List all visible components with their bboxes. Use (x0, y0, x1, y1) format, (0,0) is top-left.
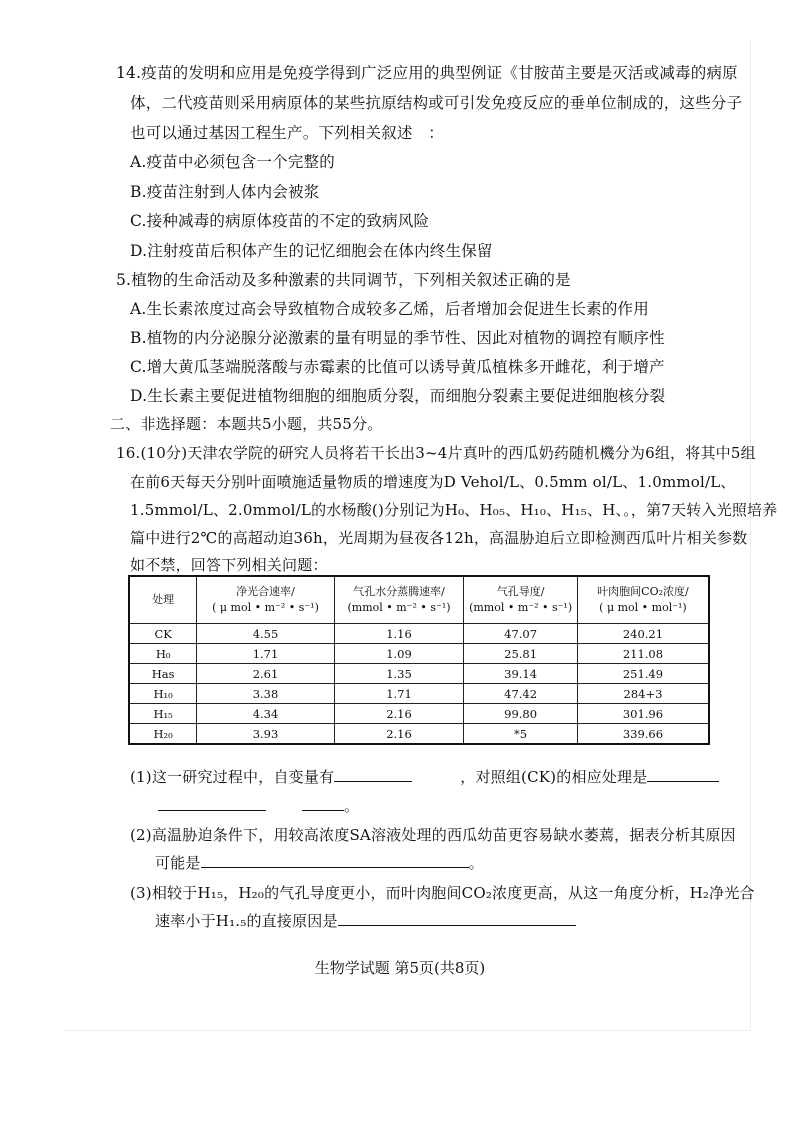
table-row (129, 624, 709, 644)
table-header-row (129, 576, 709, 624)
q14-line-1: 14.疫苗的发明和应用是免疫学得到广泛应用的典型例证《甘胺苗主要是灭活或减毒的病原 (116, 64, 738, 82)
table-cell: 1.16 (334, 624, 464, 644)
table-cell: 4.34 (197, 704, 334, 724)
table-cell: *5 (464, 724, 578, 745)
table-cell: H₁₀ (129, 684, 197, 704)
table-cell: 301.96 (577, 704, 709, 724)
table-cell: 2.16 (334, 704, 464, 724)
q14-line-2: 体，二代疫苗则采用病原体的某些抗原结构或可引发免疫反应的垂单位制成的，这些分子 (130, 94, 743, 112)
table-cell: 47.07 (464, 624, 578, 644)
q15-option-d: D.生长素主要促进植物细胞的细胞质分裂，而细胞分裂素主要促进细胞核分裂 (130, 387, 666, 405)
answer-blank[interactable] (647, 767, 719, 782)
q15-option-a: A.生长素浓度过高会导致植物合成较多乙烯，后者增加会促进生长素的作用 (130, 300, 649, 318)
q15-stem: 5.植物的生命活动及多种激素的共同调节，下列相关叙述正确的是 (116, 271, 571, 289)
sub1-end: 。 (344, 797, 360, 815)
table-cell: 339.66 (577, 724, 709, 745)
sub1-text-b: ，对照组(CK)的相应处理是 (460, 768, 648, 786)
q14-option-b: B.疫苗注射到人体内会被浆 (130, 183, 320, 201)
sub2-line-2 (155, 853, 484, 873)
q16-line-5: 如不禁，回答下列相关问题： (130, 556, 328, 574)
table-cell: 240.21 (577, 624, 709, 644)
header-intercellular-co2: 叶肉胞间CO₂浓度/ ( μ mol • mol⁻¹) (577, 576, 709, 624)
section-heading: 二、非选择题：本题共5小题，共55分。 (110, 415, 383, 433)
answer-blank[interactable] (302, 796, 344, 811)
table-cell: 1.71 (197, 644, 334, 664)
sub3-text: 速率小于H₁.₅的直接原因是 (155, 912, 338, 930)
table-cell: 251.49 (577, 664, 709, 684)
q14-option-a: A.疫苗中必须包含一个完整的 (130, 153, 335, 171)
table-cell: 1.09 (334, 644, 464, 664)
table-row (129, 684, 709, 704)
table-cell: Has (129, 664, 197, 684)
table-cell: 1.35 (334, 664, 464, 684)
header-stomatal-conductance: 气孔导度/ (mmol • m⁻² • s⁻¹) (464, 576, 578, 624)
answer-blank[interactable] (201, 853, 469, 868)
q15-option-c: C.增大黄瓜茎端脱落酸与赤霉素的比值可以诱导黄瓜植株多开雌花，利于增产 (130, 358, 665, 376)
table-cell: 39.14 (464, 664, 578, 684)
table-cell: 2.61 (197, 664, 334, 684)
table-cell: 3.93 (197, 724, 334, 745)
table-cell: 211.08 (577, 644, 709, 664)
q14-option-d: D.注射疫苗后积体产生的记忆细胞会在体内终生保留 (130, 242, 493, 260)
table-row (129, 664, 709, 684)
q16-line-4: 篇中进行2℃的高超动迫36h，光周期为昼夜各12h，高温胁迫后立即检测西瓜叶片相关参数 (130, 529, 748, 547)
answer-blank[interactable] (334, 767, 412, 782)
table-cell: 2.16 (334, 724, 464, 745)
q16-line-3: 1.5mmol/L、2.0mmol/L的水杨酸()分别记为H₀、H₀₅、H₁₀、H₁₅、H、。，第7天转入光照培养 (130, 501, 778, 519)
header-net-photosynthesis: 净光合速率/ ( μ mol • m⁻² • s⁻¹) (197, 576, 334, 624)
table-cell: 1.71 (334, 684, 464, 704)
sub1-line-2 (130, 796, 359, 816)
q16-line-1: 16.(10分)天津农学院的研究人员将若干长出3~4片真叶的西瓜奶药随机機分为6组，将其中5组 (116, 444, 756, 462)
results-table (128, 575, 710, 745)
table-row (129, 704, 709, 724)
answer-blank[interactable] (158, 796, 266, 811)
answer-blank[interactable] (338, 911, 576, 926)
table-cell: H₁₅ (129, 704, 197, 724)
sub1-line-1 (130, 767, 719, 787)
q14-line-3: 也可以通过基因工程生产。下列相关叙述 ： (130, 124, 445, 142)
sub2-end: 。 (468, 854, 484, 872)
table-cell: 3.38 (197, 684, 334, 704)
table-cell: 25.81 (464, 644, 578, 664)
sub2-text: 可能是 (155, 854, 201, 872)
header-treatment: 处理 (129, 576, 197, 624)
table-cell: 47.42 (464, 684, 578, 704)
sub3-line-2 (155, 911, 576, 931)
header-transpiration: 气孔水分蒸腾速率/ (mmol • m⁻² • s⁻¹) (334, 576, 464, 624)
table-row (129, 724, 709, 745)
table-cell: H₂₀ (129, 724, 197, 745)
q15-option-b: B.植物的内分泌腺分泌激素的量有明显的季节性、因此对植物的调控有顺序性 (130, 329, 665, 347)
table-row (129, 644, 709, 664)
table-cell: 4.55 (197, 624, 334, 644)
sub3-line-1: (3)相较于H₁₅，H₂₀的气孔导度更小，而叶肉胞间CO₂浓度更高，从这一角度分析，H₂净光合 (130, 884, 755, 902)
table-cell: 284+3 (577, 684, 709, 704)
table-cell: 99.80 (464, 704, 578, 724)
page-footer: 生物学试题 第5页(共8页) (314, 959, 486, 977)
sub2-line-1: (2)高温胁迫条件下，用较高浓度SA溶液处理的西瓜幼苗更容易缺水萎蔫，据表分析其原因 (130, 826, 736, 844)
q14-option-c: C.接种减毒的病原体疫苗的不定的致病风险 (130, 212, 430, 230)
q16-line-2: 在前6天每天分别叶面喷施适量物质的增速度为D Vehol/L、0.5mm ol/L、1.0mmol/L、 (130, 473, 736, 491)
table-cell: H₀ (129, 644, 197, 664)
table-cell: CK (129, 624, 197, 644)
sub1-text-a: (1)这一研究过程中，自变量有 (130, 768, 335, 786)
